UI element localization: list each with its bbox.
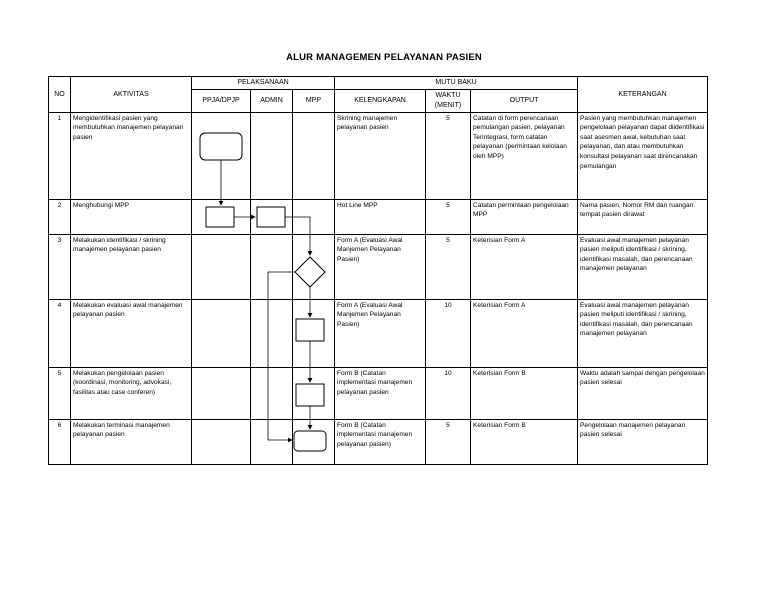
cell-admin (251, 299, 293, 367)
cell-mpp (293, 112, 335, 199)
document-title: ALUR MANAGEMEN PELAYANAN PASIEN (286, 52, 482, 63)
row-keterangan: Waktu adalah sampai dengan pengelolaan pasien selesai (578, 367, 708, 419)
header-mutu-baku: MUTU BAKU (335, 77, 578, 90)
table-row (49, 112, 708, 199)
cell-ppja (192, 367, 251, 419)
row-waktu: 10 (426, 367, 471, 419)
row-aktivitas: Melakukan evaluasi awal manajemen pelayanan pasien (71, 299, 192, 367)
row-kelengkapan: Hot Line MPP (335, 199, 426, 234)
row-output: Keterisian Form B (471, 367, 578, 419)
row-no: 6 (49, 419, 71, 464)
row-no: 3 (49, 234, 71, 299)
row-kelengkapan: Form A (Evaluasi Awal Manjemen Pelayanan Pasien) (335, 299, 426, 367)
table-row (49, 299, 708, 367)
header-pelaksanaan: PELAKSANAAN (192, 77, 335, 90)
row-output: Catatan permintaan pengelolaan MPP (471, 199, 578, 234)
row-kelengkapan: Form B (Catatan implementasi manajemen pelayanan pasien) (335, 419, 426, 464)
row-keterangan: Evaluasi awal manajemen pelayanan pasien meliputi identifikasi / skrining, identifikasi masalah, dan perencanaan manajemen pelayanan (578, 234, 708, 299)
row-aktivitas: Mengidentifikasi pasien yang membutuhkan manajemen pelayanan pasien (71, 112, 192, 199)
cell-admin (251, 419, 293, 464)
header-no: NO (49, 77, 71, 113)
header-admin: ADMIN (251, 89, 293, 112)
row-aktivitas: Melakukan identifikasi / skrining manajemen pelayanan pasien (71, 234, 192, 299)
row-output: Catatan di form perencanaan pemulangan pasien, pelayanan Terintegrasi, form catatan pelayanan (permintaan kelolaan oleh MPP) (471, 112, 578, 199)
table-row (49, 367, 708, 419)
row-waktu: 5 (426, 199, 471, 234)
row-no: 4 (49, 299, 71, 367)
row-aktivitas: Melakukan terminasi manajemen pelayanan pasien (71, 419, 192, 464)
table-row (49, 234, 708, 299)
table-row (49, 199, 708, 234)
header-aktivitas: AKTIVITAS (71, 77, 192, 113)
flow-table (48, 76, 708, 465)
row-waktu: 5 (426, 419, 471, 464)
header-ppja-dpjp: PPJA/DPJP (192, 89, 251, 112)
table-row (49, 419, 708, 464)
row-waktu: 10 (426, 299, 471, 367)
cell-mpp (293, 234, 335, 299)
cell-mpp (293, 367, 335, 419)
header-waktu: WAKTU (MENIT) (426, 89, 471, 112)
cell-ppja (192, 419, 251, 464)
row-no: 2 (49, 199, 71, 234)
cell-mpp (293, 199, 335, 234)
cell-mpp (293, 299, 335, 367)
row-keterangan: Pengelolaan manajemen pelayanan pasien selesai (578, 419, 708, 464)
cell-mpp (293, 419, 335, 464)
header-keterangan: KETERANGAN (578, 77, 708, 113)
cell-admin (251, 234, 293, 299)
row-kelengkapan: Form A (Evaluasi Awal Manjemen Pelayanan Pasien) (335, 234, 426, 299)
row-keterangan: Pasien yang membutuhkan manajemen pengelolaan pelayanan dapat diidentifikasi saat asesmen awal, kebutuhan saat pelayanan, dan atau membutuhkan konsultasi pelayanan saat direncanakan pemulangan (578, 112, 708, 199)
header-kelengkapan: KELENGKAPAN (335, 89, 426, 112)
header-mpp: MPP (293, 89, 335, 112)
cell-ppja (192, 199, 251, 234)
row-waktu: 5 (426, 234, 471, 299)
row-waktu: 5 (426, 112, 471, 199)
row-output: Keterisian Form A (471, 234, 578, 299)
row-kelengkapan: Form B (Catatan implementasi manajemen pelayanan pasien (335, 367, 426, 419)
row-aktivitas: Menghubungi MPP (71, 199, 192, 234)
cell-admin (251, 112, 293, 199)
row-keterangan: Evaluasi awal manajemen pelayanan pasien meliputi identifikasi / skrining, identifikasi masalah, dan perencanaan manajemen pelayanan (578, 299, 708, 367)
cell-admin (251, 367, 293, 419)
cell-ppja (192, 299, 251, 367)
cell-admin (251, 199, 293, 234)
row-aktivitas: Melakukan pengelolaan pasien (koordinasi, monitoring, advokasi, fasilitas atau case conferen) (71, 367, 192, 419)
row-output: Keterisian Form B (471, 419, 578, 464)
cell-ppja (192, 112, 251, 199)
cell-ppja (192, 234, 251, 299)
header-output: OUTPUT (471, 89, 578, 112)
row-no: 1 (49, 112, 71, 199)
row-no: 5 (49, 367, 71, 419)
row-kelengkapan: Skrining manajemen pelayanan pasien (335, 112, 426, 199)
row-keterangan: Nama pasien, Nomor RM dan ruangan tempat pasien dirawat (578, 199, 708, 234)
row-output: Keterisian Form A (471, 299, 578, 367)
